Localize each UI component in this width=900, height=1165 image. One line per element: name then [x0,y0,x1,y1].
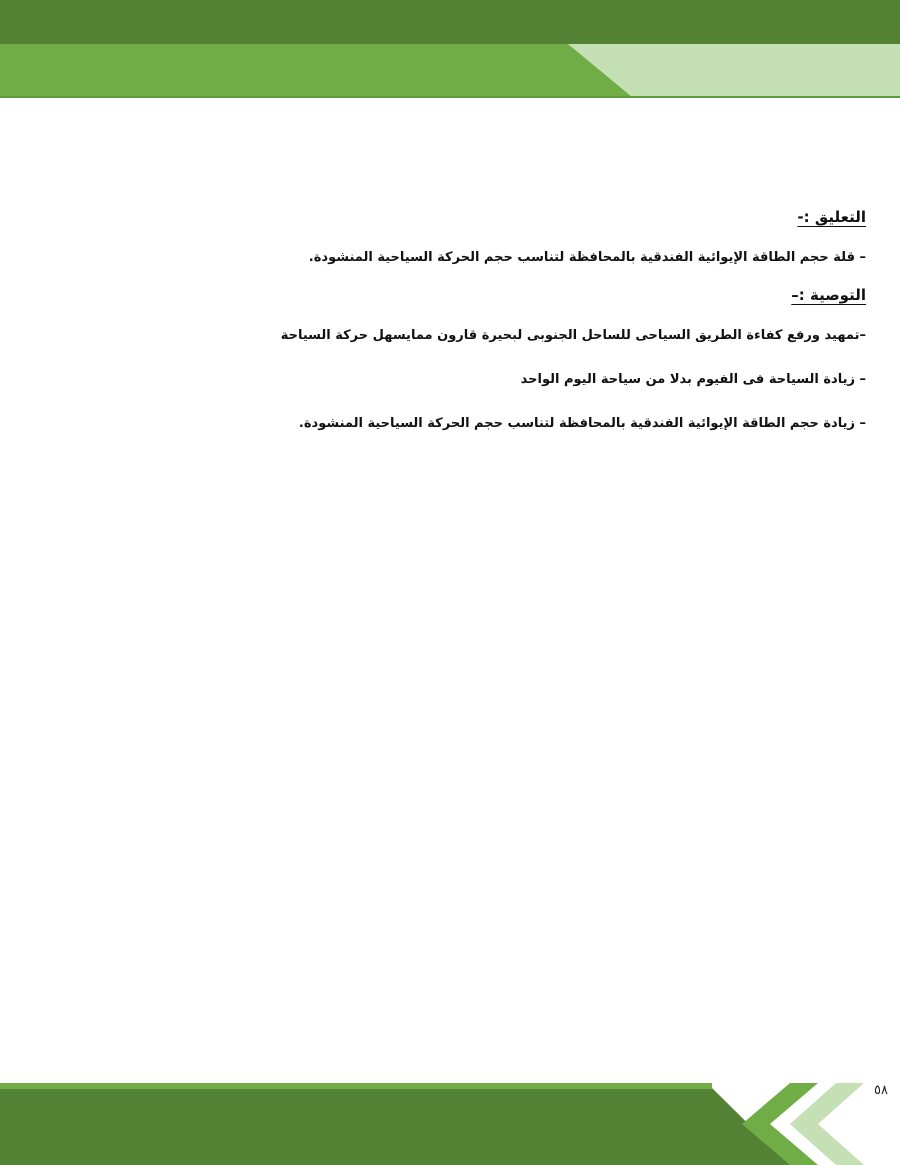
recommendation-item: –تمهيد ورفع كفاءة الطريق السياحى للساحل الجنوبى لبحيرة قارون ممايسهل حركة السياحة [280,328,866,343]
comment-item: – قلة حجم الطاقة الإيوائية الفندقية بالمحافظة لتناسب حجم الحركة السياحية المنشودة. [308,250,866,265]
recommendation-item: – زيادة السياحة فى الفيوم بدلا من سياحة اليوم الواحد [520,372,866,387]
page-number: ٥٨ [874,1083,888,1098]
recommendation-heading: التوصية :– [791,286,866,304]
recommendation-item: – زيادة حجم الطاقة الإيوائية الفندقية بالمحافظة لتناسب حجم الحركة السياحية المنشودة. [298,416,866,431]
header-band [0,0,900,100]
comment-heading: التعليق :- [797,208,866,226]
content-area [226,204,866,434]
footer-band [0,1080,900,1165]
